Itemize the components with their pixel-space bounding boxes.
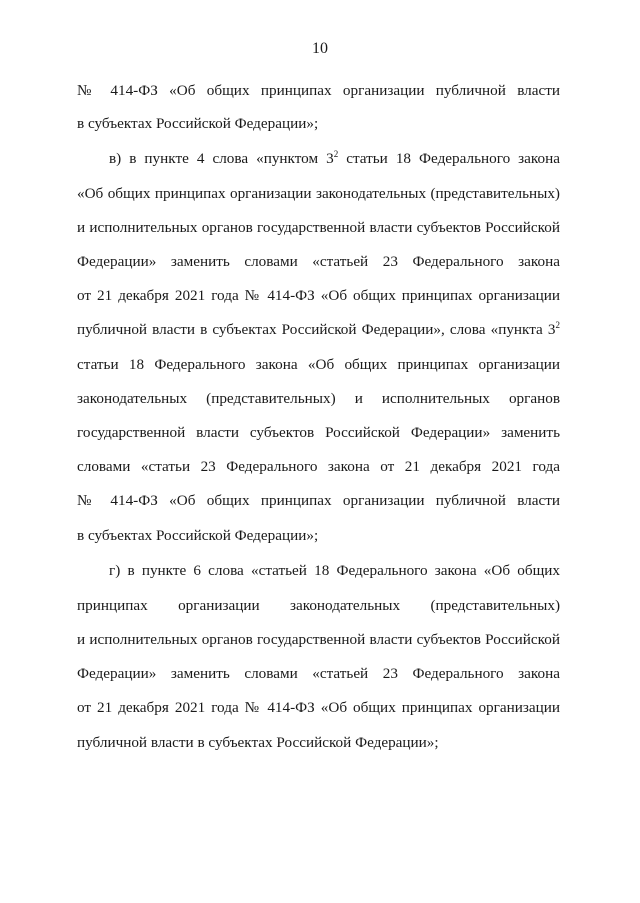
page-number: 10	[312, 40, 328, 57]
text-line: и исполнительных органов государственной власти субъектов Российской	[77, 631, 560, 648]
text-line: статьи 18 Федерального закона «Об общих принципах организации	[77, 356, 560, 373]
superscript: 2	[333, 149, 339, 159]
text-line	[77, 320, 560, 340]
text-line: от 21 декабря 2021 года № 414-ФЗ «Об общих принципах организации	[77, 287, 560, 304]
text-line: от 21 декабря 2021 года № 414-ФЗ «Об общих принципах организации	[77, 699, 560, 716]
text-line: словами «статьи 23 Федерального закона от 21 декабря 2021 года	[77, 458, 560, 475]
superscript: 2	[555, 320, 560, 330]
text-line: г) в пункте 6 слова «статьей 18 Федерального закона «Об общих	[109, 562, 560, 579]
text-line: в субъектах Российской Федерации»;	[77, 527, 319, 544]
text-line: принципах организации законодательных (представительных)	[77, 597, 560, 614]
text-segment: публичной власти в субъектах Российской Федерации», слова «пункта 3	[77, 321, 556, 338]
text-line: законодательных (представительных) и исполнительных органов	[77, 390, 560, 407]
text-line: Федерации» заменить словами «статьей 23 Федерального закона	[77, 665, 560, 682]
text-line: публичной власти в субъектах Российской Федерации»;	[77, 734, 439, 751]
text-line: государственной власти субъектов Российской Федерации» заменить	[77, 424, 560, 441]
text-line: и исполнительных органов государственной власти субъектов Российской	[77, 219, 560, 236]
text-line: в субъектах Российской Федерации»;	[77, 115, 319, 132]
text-line: «Об общих принципах организации законодательных (представительных)	[77, 185, 560, 202]
text-line	[109, 149, 560, 169]
text-line: № 414-ФЗ «Об общих принципах организации публичной власти	[77, 492, 560, 509]
text-line: Федерации» заменить словами «статьей 23 Федерального закона	[77, 253, 560, 270]
text-segment: в) в пункте 4 слова «пунктом 3	[109, 150, 334, 167]
text-line: № 414-ФЗ «Об общих принципах организации публичной власти	[77, 82, 560, 99]
text-segment: статьи 18 Федерального закона	[338, 150, 560, 167]
